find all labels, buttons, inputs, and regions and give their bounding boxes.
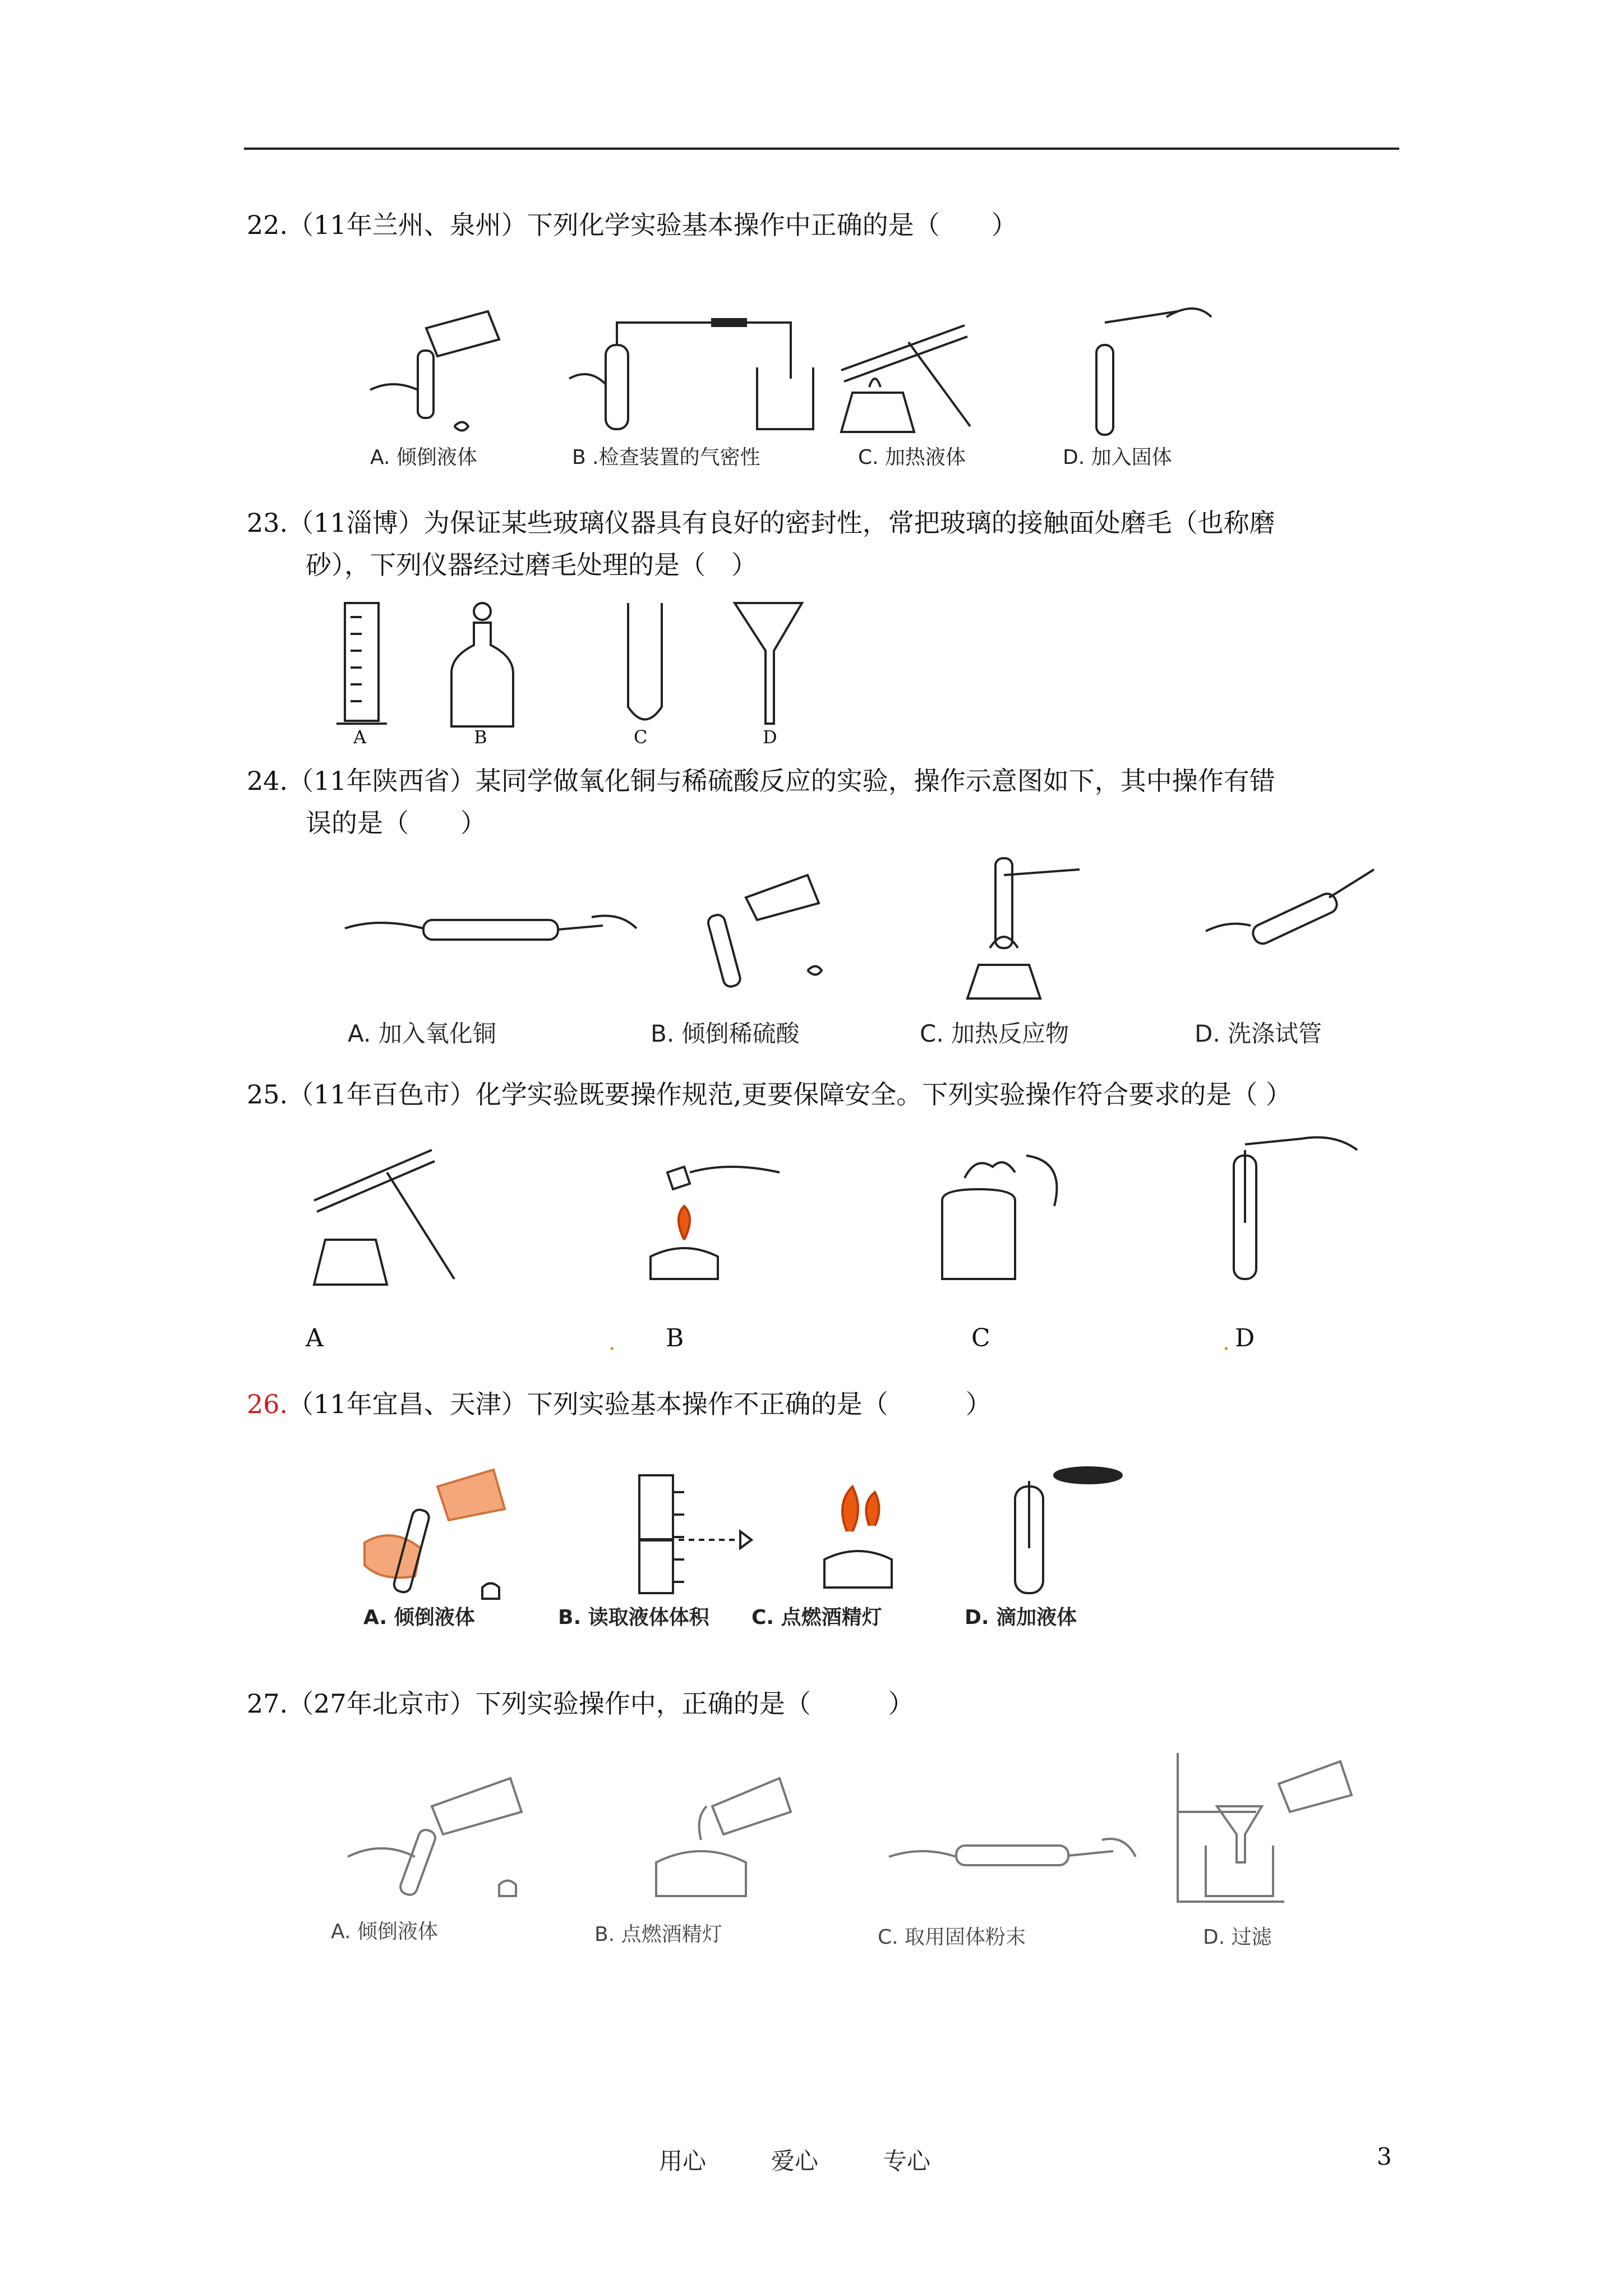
filtration-figure	[1172, 1750, 1374, 1907]
light-lamp-gray-figure	[645, 1773, 824, 1902]
graduated-cylinder-figure	[331, 600, 398, 729]
q27-option-d: D. 过滤	[1203, 1926, 1272, 1949]
page-number: 3	[1377, 2143, 1392, 2170]
airtight-check-figure	[566, 311, 808, 446]
question-25: 25.（11年百色市）化学实验既要操作规范,更要保障安全。下列实验操作符合要求的是（ ）	[247, 1079, 1292, 1110]
q22-option-d: D. 加入固体	[1063, 446, 1172, 469]
question-26: 26.（11年宜昌、天津）下列实验基本操作不正确的是（ ）	[247, 1389, 992, 1419]
q25-option-d: D	[1235, 1324, 1255, 1352]
q26-option-a: A. 倾倒液体	[363, 1606, 475, 1629]
drop-liquid-figure	[1004, 1464, 1127, 1599]
question-24: 24.（11年陕西省）某同学做氧化铜与稀硫酸反应的实验，操作示意图如下，其中操作有错	[247, 766, 1275, 796]
heat-tube-figure	[303, 1139, 488, 1290]
q23-option-b: B	[474, 726, 487, 748]
q27-option-c: C. 取用固体粉末	[878, 1926, 1026, 1949]
header-rule	[244, 148, 1399, 150]
q26-option-b: B. 读取液体体积	[558, 1606, 709, 1629]
pour-liquid-gray-figure	[342, 1773, 544, 1902]
footer-text: 专心	[883, 2147, 931, 2175]
wash-tube-figure	[1195, 864, 1385, 987]
pour-liquid-color-figure	[359, 1464, 527, 1599]
question-23: 23.（11淄博）为保证某些玻璃仪器具有良好的密封性，常把玻璃的接触面处磨毛（也称磨	[247, 508, 1275, 538]
q23-option-a: A	[353, 726, 367, 748]
q26-option-c: C. 点燃酒精灯	[751, 1606, 882, 1629]
footer-text: 用心	[659, 2147, 707, 2175]
q24-option-c: C. 加热反应物	[920, 1020, 1069, 1047]
q23-option-d: D	[763, 726, 777, 748]
heat-liquid-figure	[830, 303, 1015, 443]
question-23-line2: 砂），下列仪器经过磨毛处理的是（ ）	[306, 550, 757, 580]
q22-option-b: B .检查装置的气密性	[572, 446, 760, 469]
question-24-line2: 误的是（ ）	[306, 808, 486, 838]
footer-text: 爱心	[771, 2147, 819, 2175]
dropper-figure	[1211, 1133, 1380, 1290]
solid-powder-figure	[889, 1823, 1136, 1890]
q22-option-a: A. 倾倒液体	[370, 446, 477, 469]
q23-option-c: C	[634, 726, 648, 748]
pour-acid-figure	[679, 864, 847, 993]
smell-gas-figure	[931, 1139, 1071, 1285]
q22-option-c: C. 加热液体	[858, 446, 966, 469]
q25-option-a: A	[306, 1324, 324, 1352]
light-lamp-figure	[808, 1464, 931, 1593]
q24-option-b: B. 倾倒稀硫酸	[651, 1020, 800, 1047]
stray-dot: .	[608, 1329, 616, 1355]
heat-reactants-figure	[956, 853, 1124, 1004]
stray-dot: .	[1223, 1329, 1230, 1355]
question-27: 27.（27年北京市）下列实验操作中，正确的是（ ）	[247, 1688, 914, 1719]
alcohol-lamp-figure	[623, 1150, 791, 1285]
q25-option-c: C	[971, 1324, 990, 1352]
add-solid-figure	[1088, 300, 1234, 440]
q26-option-d: D. 滴加液体	[965, 1606, 1077, 1629]
q27-option-a: A. 倾倒液体	[331, 1920, 438, 1943]
funnel-figure	[729, 600, 808, 729]
test-tube-figure	[617, 600, 673, 729]
read-volume-figure	[628, 1470, 763, 1599]
q25-option-b: B	[666, 1324, 684, 1352]
q27-option-b: B. 点燃酒精灯	[594, 1923, 722, 1946]
question-22: 22.（11年兰州、泉州）下列化学实验基本操作中正确的是（ ）	[247, 210, 1017, 240]
q24-option-d: D. 洗涤试管	[1195, 1020, 1322, 1047]
add-copper-oxide-figure	[345, 895, 637, 962]
q24-option-a: A. 加入氧化铜	[348, 1020, 496, 1047]
pour-liquid-figure	[365, 306, 510, 452]
reagent-bottle-figure	[443, 600, 522, 729]
